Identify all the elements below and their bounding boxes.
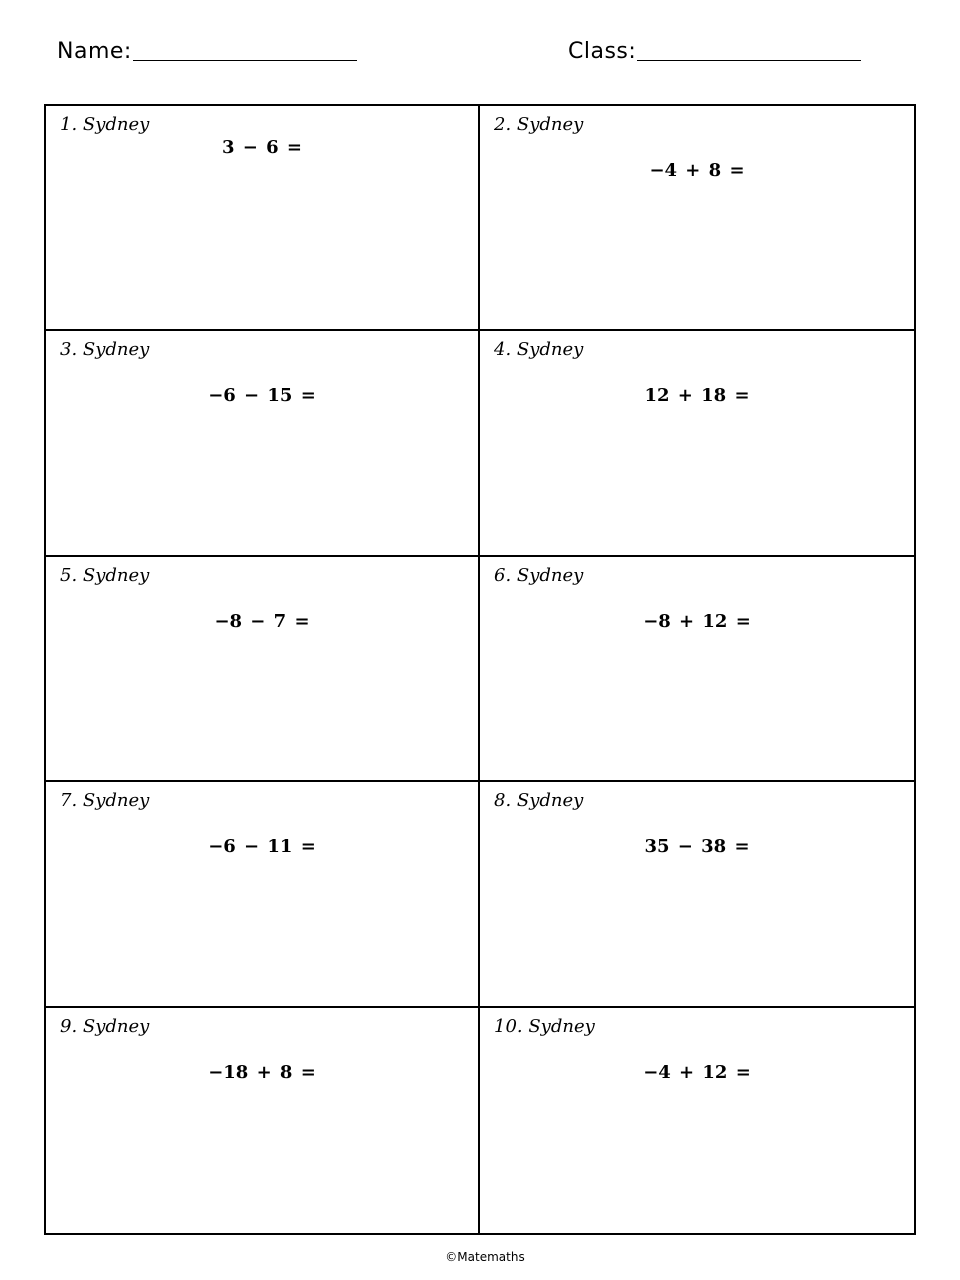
name-input-line[interactable] <box>133 38 357 61</box>
problem-expression: 3 − 6 = <box>221 137 302 158</box>
class-field[interactable] <box>568 32 861 64</box>
problem-cell <box>480 557 914 782</box>
problem-cell <box>46 331 480 556</box>
problem-label: 5. Sydney <box>60 564 150 586</box>
problem-expression: −8 − 7 = <box>214 610 310 632</box>
problem-label: 6. Sydney <box>494 564 584 586</box>
copyright-footer: ©Matemaths <box>445 1250 525 1264</box>
problem-label: 2. Sydney <box>494 114 584 135</box>
problem-expression: −6 − 15 = <box>208 385 316 407</box>
problem-expression: 12 + 18 = <box>644 385 750 407</box>
problem-cell <box>480 1008 914 1233</box>
problem-label: 8. Sydney <box>494 790 584 812</box>
problem-expression: −6 − 11 = <box>208 836 316 858</box>
problem-expression: −18 + 8 = <box>208 1061 316 1083</box>
problem-grid <box>44 104 916 1235</box>
problem-cell <box>480 331 914 556</box>
problem-label: 7. Sydney <box>60 790 150 812</box>
problem-expression: −8 + 12 = <box>643 610 751 632</box>
problem-expression: −4 + 8 = <box>649 160 745 181</box>
problem-label: 3. Sydney <box>60 339 150 361</box>
problem-cell <box>480 106 914 331</box>
class-input-line[interactable] <box>637 38 861 61</box>
problem-label: 1. Sydney <box>60 114 150 135</box>
problem-label: 4. Sydney <box>494 339 584 361</box>
problem-cell <box>480 782 914 1007</box>
problem-expression: 35 − 38 = <box>644 836 750 858</box>
problem-cell <box>46 106 480 331</box>
class-label: Class: <box>568 39 637 64</box>
name-field[interactable] <box>57 32 357 64</box>
problem-cell <box>46 1008 480 1233</box>
problem-label: 9. Sydney <box>60 1015 150 1037</box>
name-label: Name: <box>57 39 132 64</box>
problem-cell <box>46 557 480 782</box>
problem-cell <box>46 782 480 1007</box>
problem-expression: −4 + 12 = <box>643 1061 751 1083</box>
problem-label: 10. Sydney <box>494 1015 595 1037</box>
